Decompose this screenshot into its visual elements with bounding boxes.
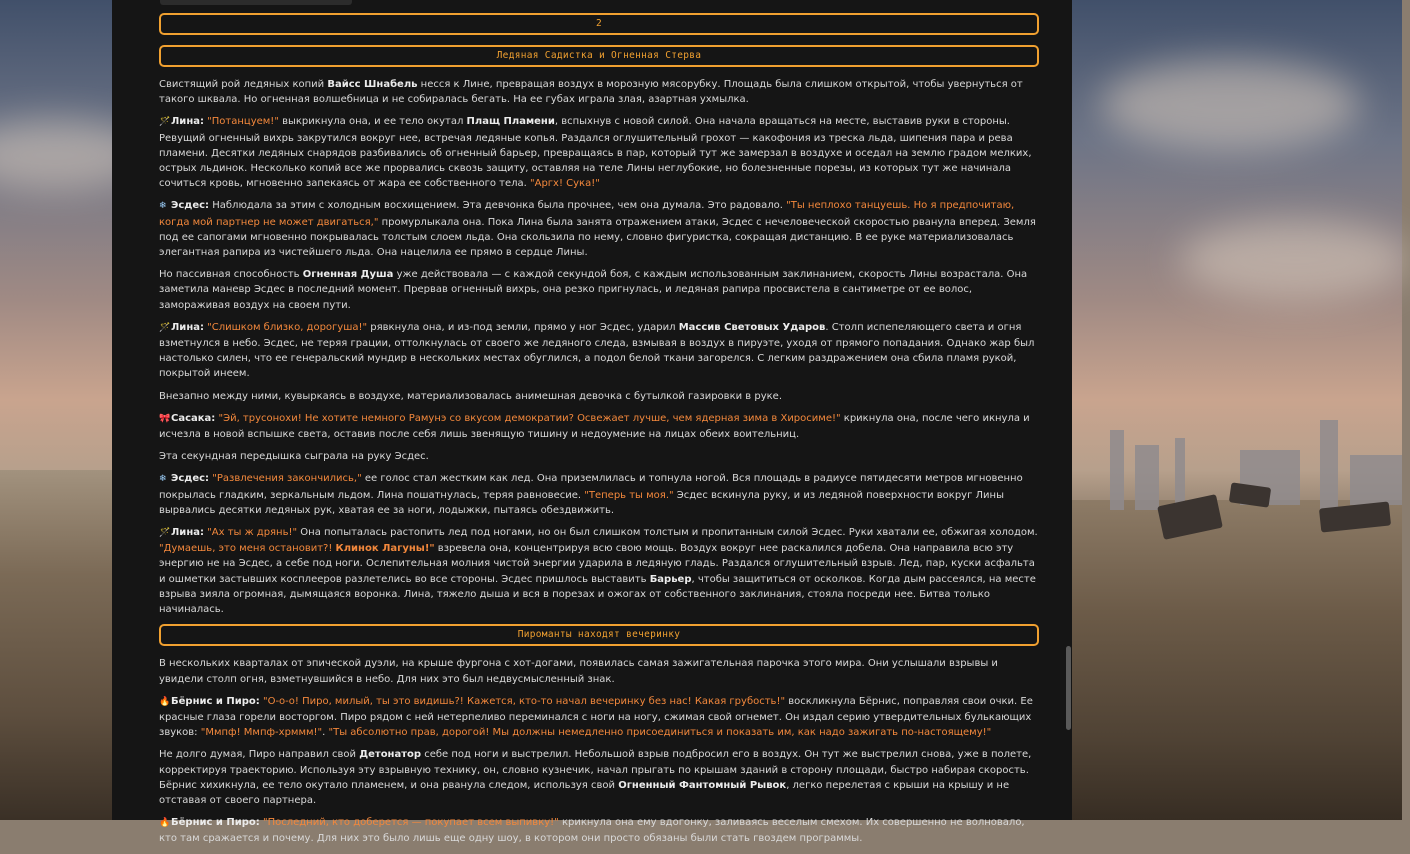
bold-term: Детонатор <box>359 749 422 761</box>
wand-icon: 🪄 <box>159 322 171 333</box>
dialogue-quote: "Ты абсолютно прав, дорогой! Мы должны немедленно присоединиться и показать им, как надо зажигать по-настоящему!" <box>328 727 992 739</box>
bold-term: Барьер <box>649 573 692 585</box>
paragraph-text: себе под ноги и выстрелил. Небольшой взрыв подбросил его в воздух. Он тут же выстрелил снова, уже в полете, корректируя траекторию. Используя эту взрывную технику, он, словно кузнечик, начал прыгать по крышам зданий в сторону площади, быстро набирая скорость. Бёрнис хихикнула, ее тело окутало пламенем, и она рванула следом, используя свой <box>159 749 1032 791</box>
paragraph-text: Внезапно между ними, кувыркаясь в воздухе, материализовалась анимешная девочка с бутылкой газировки в руке. <box>159 390 782 402</box>
cloud <box>1100 60 1360 150</box>
speaker-name: Лина: <box>171 527 204 539</box>
wand-icon: 🪄 <box>159 117 171 128</box>
dialogue-quote: "О-о-о! Пиро, милый, ты это видишь?! Кажется, кто-то начал вечеринку без нас! Какая грубость!" <box>262 695 786 707</box>
story-paragraph <box>159 747 1039 808</box>
paragraph-text: несся к Лине, превращая воздух в морозную мясорубку. Площадь была слишком открытой, чтобы увернуться от такого шквала. Но огненная волшебница и не собиралась бегать. На ее губах играла злая, азартная ухмылка. <box>159 79 1023 106</box>
section-title: Пироманты находят вечеринку <box>517 629 681 641</box>
story-paragraph <box>159 411 1039 442</box>
paragraph-text: Не долго думая, Пиро направил свой <box>159 749 360 761</box>
page-number-box <box>159 13 1039 35</box>
fire-icon: 🔥 <box>159 818 171 829</box>
dialogue-quote: "Ммпф! Ммпф-хрммм!" <box>200 727 323 739</box>
paragraph-text: ее голос стал жестким как лед. Она приземлилась и топнула ногой. Вся площадь в радиусе пятидесяти метров мгновенно покрылась гладким, зеркальным льдом. Лина пошатнулась, теряя равновесие. <box>159 473 1023 501</box>
dialogue-quote: "Эй, трусонохи! Не хотите немного Рамунэ со вкусом демократии? Освежает лучше, чем ядерная зима в Хиросиме!" <box>218 412 841 424</box>
bold-term: Плащ Пламени <box>466 116 555 128</box>
ruin-spire <box>1110 430 1124 510</box>
speaker-name: Эсдес: <box>171 200 210 212</box>
dialogue-quote: "Слишком близко, дорогуша!" <box>207 321 368 333</box>
wand-icon: 🪄 <box>159 528 171 539</box>
speaker-name: Лина: <box>171 116 204 128</box>
bold-term: Массив Световых Ударов <box>678 321 826 333</box>
bow-icon: 🎀 <box>159 413 171 424</box>
story-paragraph <box>159 815 1039 846</box>
bold-term: Огненный Фантомный Рывок <box>618 779 787 791</box>
page-number: 2 <box>595 18 603 29</box>
paragraph-text: , легко перелетая с крыши на крышу и не отставая от своего партнера. <box>159 779 1010 806</box>
paragraph-text: выкрикнула она, и ее тело окутал <box>278 116 467 128</box>
ruin-block <box>1350 455 1402 505</box>
fire-icon: 🔥 <box>159 696 171 707</box>
paragraph-text: . Столп испепеляющего света и огня взметнулся в небо. Эсдес, не теряя грации, оттолкнулась от своего же ледяного следа, взмывая в воздух в пируэте, уходя от прямого попадания. Однако жар был настолько силен, что ее генеральский мундир в нескольких местах обуглился, а подол белой ткани загорелся. С легким раздражением она сбила пламя рукой, покрытой инеем. <box>159 321 1035 380</box>
paragraph-text: воскликнула Бёрнис, поправляя свои очки. Ее красные глаза горели восторгом. Пиро рядом с ней нетерпеливо переминался с ноги на ногу, сжимая свой огнемет. Он издал серию утвердительных булькающих звуков: <box>159 695 1033 739</box>
paragraph-text: Свистящий рой ледяных копий <box>159 79 328 90</box>
paragraph-text: , чтобы защититься от осколков. Когда дым рассеялся, на месте взрыва зияла огромная, дымящаяся воронка. Лина, тяжело дыша и вся в порезах и ожогах от собственного заклинания, стояла посреди нее. Битва только начиналась. <box>159 573 1036 616</box>
ruin-spire <box>1175 438 1185 510</box>
scrollbar-thumb[interactable] <box>1066 646 1071 730</box>
story-paragraph <box>159 694 1039 741</box>
speaker-name: Сасака: <box>171 412 216 424</box>
background-ground-right <box>1072 500 1402 820</box>
speaker-name: Эсдес: <box>171 473 210 485</box>
bold-term: Огненная Душа <box>302 269 394 281</box>
paragraph-text: Наблюдала за этим с холодным восхищением. Эта девчонка была прочнее, чем она думала. Это радовало. <box>209 200 787 212</box>
paragraph-text: Эта секундная передышка сыграла на руку Эсдес. <box>159 451 429 463</box>
paragraph-text: В нескольких кварталах от эпической дуэли, на крыше фургона с хот-догами, появилась самая зажигательная парочка этого мира. Они услышали взрывы и увидели столп огня, взметнувшийся в небо. Для них это был недвусмысленный знак. <box>159 658 998 685</box>
dialogue-quote-bold: Клинок Лагуны!" <box>335 543 435 555</box>
section-header <box>159 45 1039 67</box>
story-paragraph <box>159 389 1039 404</box>
dialogue-quote: "Последний, кто доберется — покупает всем выпивку!" <box>262 817 559 829</box>
story-paragraph <box>159 114 1039 191</box>
story-paragraph <box>159 449 1039 464</box>
bold-term: Вайсс Шнабель <box>327 79 418 90</box>
paragraph-text: взревела она, концентрируя всю свою мощь. Воздух вокруг нее раскалился добела. Она направила всю эту энергию не на Эсдес, а себе под ноги. Ослепительная молния чистой энергии ударила в ледяную гладь. Раздался оглушительный взрыв. Лед, пар, куски асфальта и ошметки застывших косплееров разлетелись во все стороны. Эсдес пришлось выставить <box>159 543 1035 585</box>
paragraph-text: Но пассивная способность <box>159 269 303 281</box>
ruin-spire <box>1320 420 1338 510</box>
story-paragraph <box>159 77 1039 107</box>
story-paragraph <box>159 320 1039 382</box>
snowflake-icon: ❄ <box>159 474 167 485</box>
speaker-name: Бёрнис и Пиро: <box>171 695 260 707</box>
cloud <box>1180 220 1410 300</box>
paragraph-text: рявкнула она, и из-под земли, прямо у ног Эсдес, ударил <box>367 321 679 333</box>
ruin-spire <box>1135 445 1159 510</box>
paragraph-text: уже действовала — с каждой секундой боя, с каждым использованным заклинанием, скорость Лины возрастала. Она заметила маневр Эсдес в последний момент. Прервав огненный вихрь, она резко пригнулась, и ледяная рапира просвистела в сантиметре от ее волос, замораживая воздух на своем пути. <box>159 269 1028 311</box>
dialogue-quote: "Потанцуем!" <box>207 116 279 128</box>
dialogue-quote: "Аргх! Сука!" <box>530 178 600 190</box>
paragraph-text: крикнула она ему вдогонку, заливаясь веселым смехом. Их совершенно не волновало, кто там сражается и почему. Для них это было лишь еще одну шоу, в котором они просто обязаны были стать гвоздем программы. <box>159 817 1025 845</box>
story-paragraph <box>159 267 1039 313</box>
paragraph-text: Она попыталась растопить лед под ногами, но он был слишком толстым и пропитанным силой Эсдес. Руки хватали ее, обжигая холодом. <box>297 527 1038 539</box>
speaker-name: Бёрнис и Пиро: <box>171 817 260 829</box>
story-paragraph <box>159 471 1039 518</box>
dialogue-quote: "Ты неплохо танцуешь. Но я предпочитаю, когда мой партнер не может двигаться," <box>159 200 1015 228</box>
dialogue-quote: "Развлечения закончились," <box>212 473 362 485</box>
section-title: Ледяная Садистка и Огненная Стерва <box>496 50 702 61</box>
paragraph-text: . <box>322 727 329 739</box>
section-header <box>159 624 1039 646</box>
dialogue-quote: "Думаешь, это меня остановит?! <box>159 543 336 555</box>
paragraph-text: , вспыхнув с новой силой. Она начала вращаться на месте, выставив руки в стороны. Ревущий огненный вихрь закрутился вокруг нее, встречая ледяные копья. Раздался оглушительный грохот — какофония из треска льда, шипения пара и рева пламени. Десятки ледяных снарядов разбивались об огненный барьер, превращаясь в пар, который тут же замерзал в воздухе и оседал на землю градом мелких, острых льдинок. Несколько копий все же прорвались сквозь защиту, оставляя на теле Лины неглубокие, но болезненные порезы, из которых тут же начинала сочиться кровь, мгновенно запекаясь от жара ее собственного тела. <box>159 116 1032 190</box>
snowflake-icon: ❄ <box>159 201 167 212</box>
story-paragraph <box>159 198 1039 260</box>
speaker-name: Лина: <box>171 321 204 333</box>
paragraph-text: Эсдес вскинула руку, и из ледяной поверхности вокруг Лины вырвались десятки ледяных рук, хватая ее за ноги, лодыжки, пытаясь обездвижить. <box>159 489 1004 516</box>
toolbar-stub <box>160 0 352 5</box>
dialogue-quote: "Теперь ты моя." <box>584 489 674 501</box>
story-paragraph <box>159 656 1039 686</box>
story-content <box>159 13 1039 854</box>
paragraph-text: крикнула она, после чего икнула и исчезла в новой вспышке света, оставив после себя лишь звенящую тишину и недоумение на лицах обеих воительниц. <box>159 412 1030 441</box>
background-ground-left <box>0 470 120 820</box>
paragraph-text: промурлыкала она. Пока Лина была занята отражением атаки, Эсдес с нечеловеческой скоростью рванула вперед. Земля под ее сапогами мгновенно покрывалась толстым слоем льда. Она скользила по нему, словно фигуристка, сокращая дистанцию. В ее руке материализовалась элегантная рапира из чистейшего льда. Она нацелила ее прямо в сердце Лины. <box>159 216 1036 259</box>
story-paragraph <box>159 525 1039 617</box>
dialogue-quote: "Ах ты ж дрянь!" <box>207 527 298 539</box>
